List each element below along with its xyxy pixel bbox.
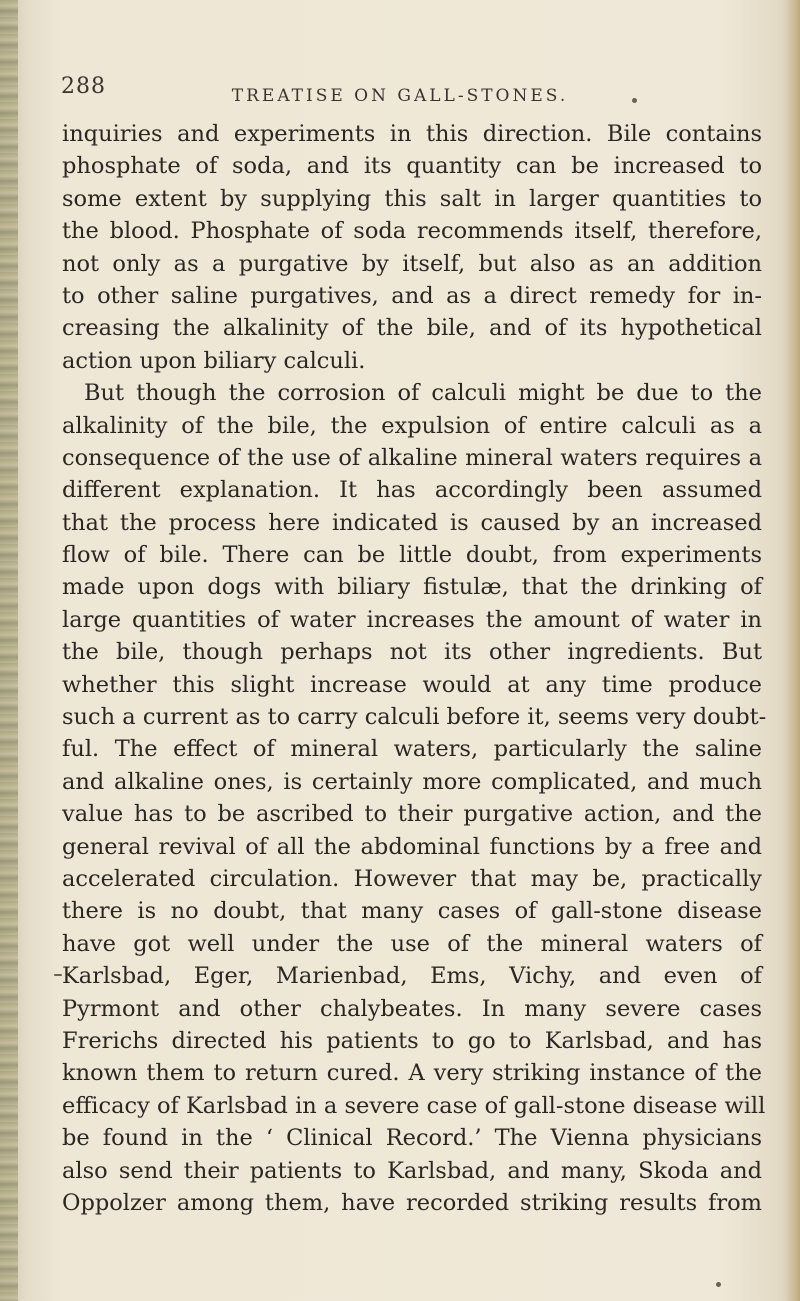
text-line: value has to be ascribed to their purgative action, and the <box>62 801 762 828</box>
body-text <box>62 118 767 1219</box>
text-line: not only as a purgative by itself, but also as an addition <box>62 250 762 277</box>
text-line: general revival of all the abdominal functions by a free and <box>62 833 762 860</box>
text-line: consequence of the use of alkaline mineral waters requires a <box>62 444 762 471</box>
text-line: Oppolzer among them, have recorded striking results from <box>62 1189 762 1216</box>
text-line: be found in the ‘ Clinical Record.’ The Vienna physicians <box>62 1125 762 1152</box>
text-line: also send their patients to Karlsbad, and many, Skoda and <box>62 1157 762 1184</box>
text-line: known them to return cured. A very striking instance of the <box>62 1060 762 1087</box>
text-line: efficacy of Karlsbad in a severe case of gall-stone disease will <box>62 1092 766 1119</box>
text-line: have got well under the use of the mineral waters of <box>62 930 762 957</box>
ink-speck <box>54 974 62 976</box>
text-line: to other saline purgatives, and as a direct remedy for in- <box>62 282 762 309</box>
text-line: some extent by supplying this salt in larger quantities to <box>62 185 762 212</box>
running-head: TREATISE ON GALL-STONES. <box>231 86 569 106</box>
text-line: different explanation. It has accordingly been assumed <box>62 477 762 504</box>
text-line: creasing the alkalinity of the bile, and of its hypothetical <box>62 315 762 342</box>
text-line: made upon dogs with biliary fistulæ, that the drinking of <box>62 574 762 601</box>
text-line: alkalinity of the bile, the expulsion of entire calculi as a <box>62 412 762 439</box>
text-line: ful. The effect of mineral waters, particularly the saline <box>62 736 762 763</box>
text-line: Karlsbad, Eger, Marienbad, Ems, Vichy, and even of <box>62 963 762 990</box>
text-line: flow of bile. There can be little doubt, from experiments <box>62 542 762 569</box>
text-line: whether this slight increase would at any time produce <box>62 671 762 698</box>
text-line: action upon biliary calculi. <box>62 347 366 374</box>
text-line: the bile, though perhaps not its other ingredients. But <box>62 639 762 666</box>
text-line: But though the corrosion of calculi might be due to the <box>84 380 762 407</box>
paragraph <box>62 118 762 377</box>
text-line: Pyrmont and other chalybeates. In many severe cases <box>62 995 762 1022</box>
text-line: large quantities of water increases the amount of water in <box>62 606 762 633</box>
text-line: Frerichs directed his patients to go to Karlsbad, and has <box>62 1027 762 1054</box>
text-line: phosphate of soda, and its quantity can be increased to <box>62 153 762 180</box>
text-line: accelerated circulation. However that may be, practically <box>62 865 762 892</box>
paragraph <box>62 377 767 1219</box>
ink-speck <box>632 98 637 103</box>
page-number: 288 <box>61 74 106 99</box>
text-line: the blood. Phosphate of soda recommends itself, therefore, <box>62 218 762 245</box>
text-line: there is no doubt, that many cases of gall-stone disease <box>62 898 762 925</box>
ink-speck <box>716 1282 721 1287</box>
page-left-edge <box>0 0 18 1301</box>
text-line: such a current as to carry calculi before it, seems very doubt- <box>62 704 767 731</box>
text-line: and alkaline ones, is certainly more complicated, and much <box>62 768 762 795</box>
text-line: inquiries and experiments in this direction. Bile contains <box>62 121 762 147</box>
page-right-edge <box>786 0 800 1301</box>
text-line: that the process here indicated is caused by an increased <box>62 509 762 536</box>
